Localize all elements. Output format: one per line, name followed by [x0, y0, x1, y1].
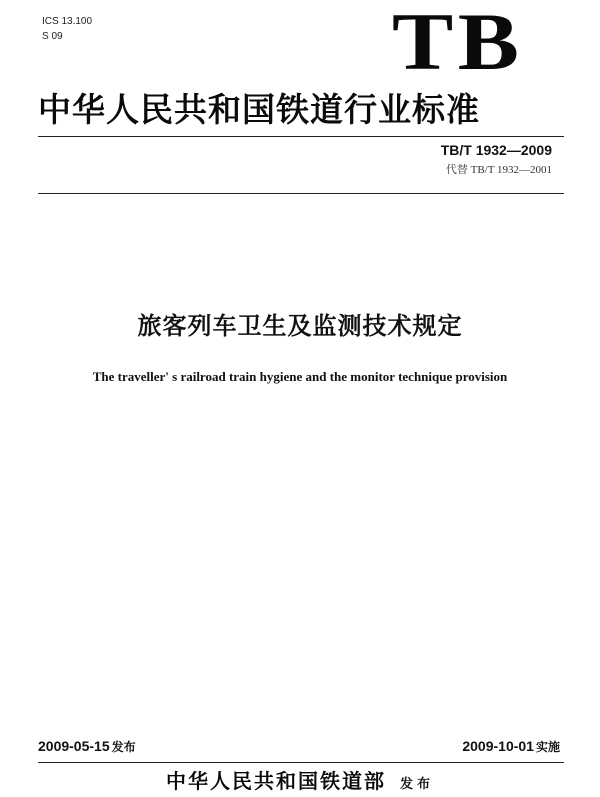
document-title-cn: 旅客列车卫生及监测技术规定 — [137, 312, 463, 340]
standard-number: TB/T 1932—2009 — [440, 142, 552, 158]
issuer-name: 中华人民共和国铁道部 — [165, 769, 386, 793]
effective-label: 实施 — [535, 740, 560, 754]
header-divider — [38, 193, 564, 194]
ics-code: ICS 13.100 — [42, 16, 93, 27]
issuer-action: 发布 — [399, 777, 434, 792]
replaces-standard: 代替 TB/T 1932—2001 — [445, 164, 552, 176]
top-divider — [38, 136, 564, 137]
issuer-line — [0, 769, 600, 797]
ccs-code: S 09 — [42, 31, 63, 42]
issue-date-block — [38, 737, 136, 756]
effective-date-block — [462, 737, 560, 756]
issue-label: 发布 — [111, 740, 136, 754]
footer-divider — [38, 762, 564, 763]
issue-date: 2009-05-15 — [38, 738, 110, 754]
effective-date: 2009-10-01 — [462, 738, 534, 754]
document-title-en: The traveller' s railroad train hygiene and the monitor technique provision — [92, 369, 508, 384]
org-title: 中华人民共和国铁道行业标准 — [38, 90, 480, 129]
standard-logo: TB — [392, 0, 524, 87]
